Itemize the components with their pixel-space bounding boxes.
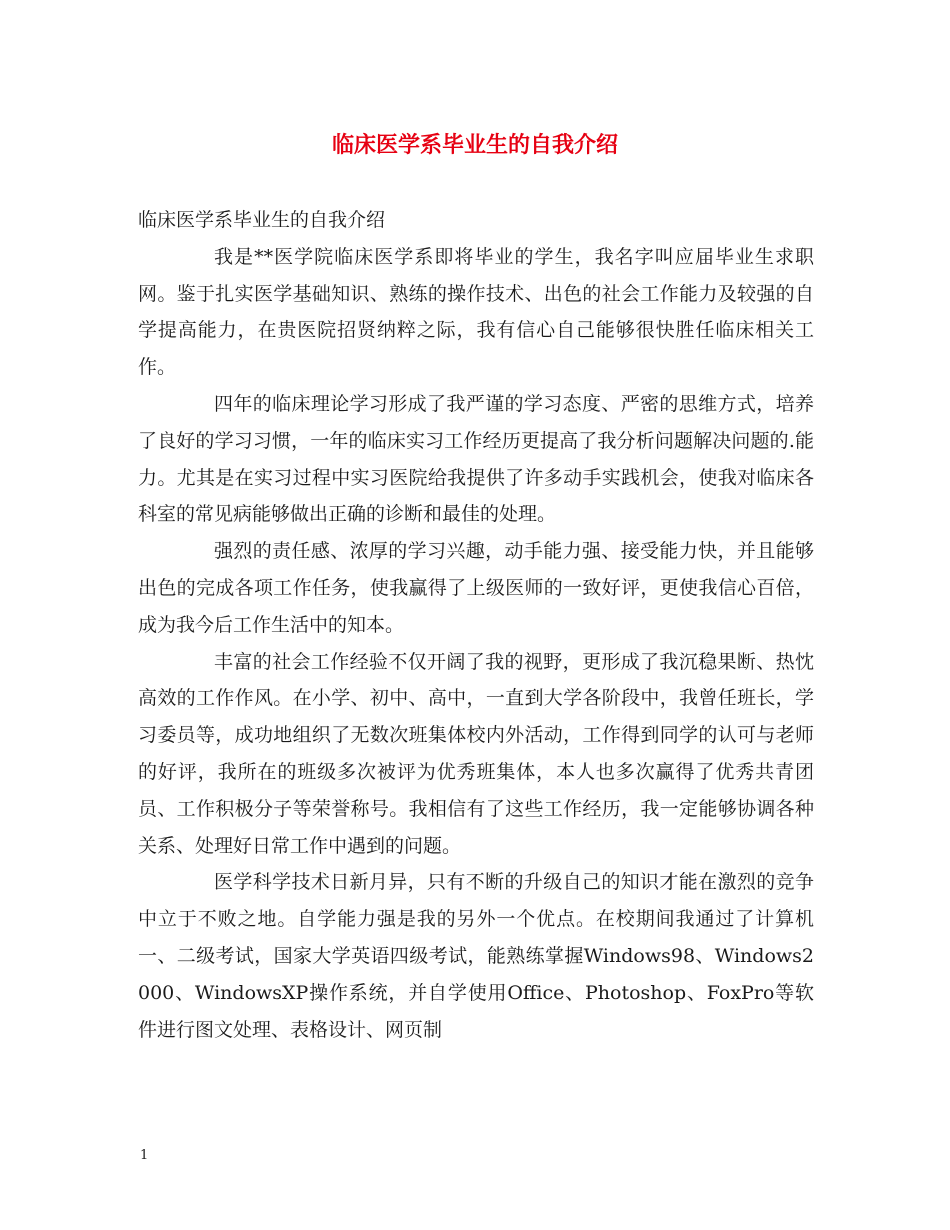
paragraph-work-experience: 丰富的社会工作经验不仅开阔了我的视野，更形成了我沉稳果断、热忱高效的工作作风。在小学、初中、高中，一直到大学各阶段中，我曾任班长，学习委员等，成功地组织了无数次班集体校内外活动，工作得到同学的认可与老师的好评，我所在的班级多次被评为优秀班集体，本人也多次赢得了优秀共青团员、工作积极分子等荣誉称号。我相信有了这些工作经历，我一定能够协调各种关系、处理好日常工作中遇到的问题。: [138, 650, 814, 857]
paragraph-clinical-study: 四年的临床理论学习形成了我严谨的学习态度、严密的思维方式，培养了良好的学习习惯，一年的临床实习工作经历更提高了我分析问题解决问题的.能力。尤其是在实习过程中实习医院给我提供了许多动手实践机会，使我对临床各科室的常见病能够做出正确的诊断和最佳的处理。: [138, 392, 814, 526]
document-title: 临床医学系毕业生的自我介绍: [331, 133, 618, 158]
page-number: 1: [140, 1148, 149, 1163]
paragraph-self-learning: 医学科学技术日新月异，只有不断的升级自己的知识才能在激烈的竞争中立于不败之地。自学能力强是我的另外一个优点。在校期间我通过了计算机一、二级考试，国家大学英语四级考试，能熟练掌握Windows98、Windows2000、WindowsXP操作系统，并自学使用Office、Photoshop、FoxPro等软件进行图文处理、表格设计、网页制: [138, 871, 814, 1041]
document-body: [138, 202, 814, 1048]
document-subtitle: 临床医学系毕业生的自我介绍: [138, 209, 386, 231]
paragraph-responsibility: 强烈的责任感、浓厚的学习兴趣，动手能力强、接受能力快，并且能够出色的完成各项工作任务，使我赢得了上级医师的一致好评，更使我信心百倍，成为我今后工作生活中的知本。: [138, 540, 814, 636]
paragraph-introduction: 我是**医学院临床医学系即将毕业的学生，我名字叫应届毕业生求职网。鉴于扎实医学基础知识、熟练的操作技术、出色的社会工作能力及较强的自学提高能力，在贵医院招贤纳粹之际，我有信心自己能够很快胜任临床相关工作。: [138, 245, 814, 379]
